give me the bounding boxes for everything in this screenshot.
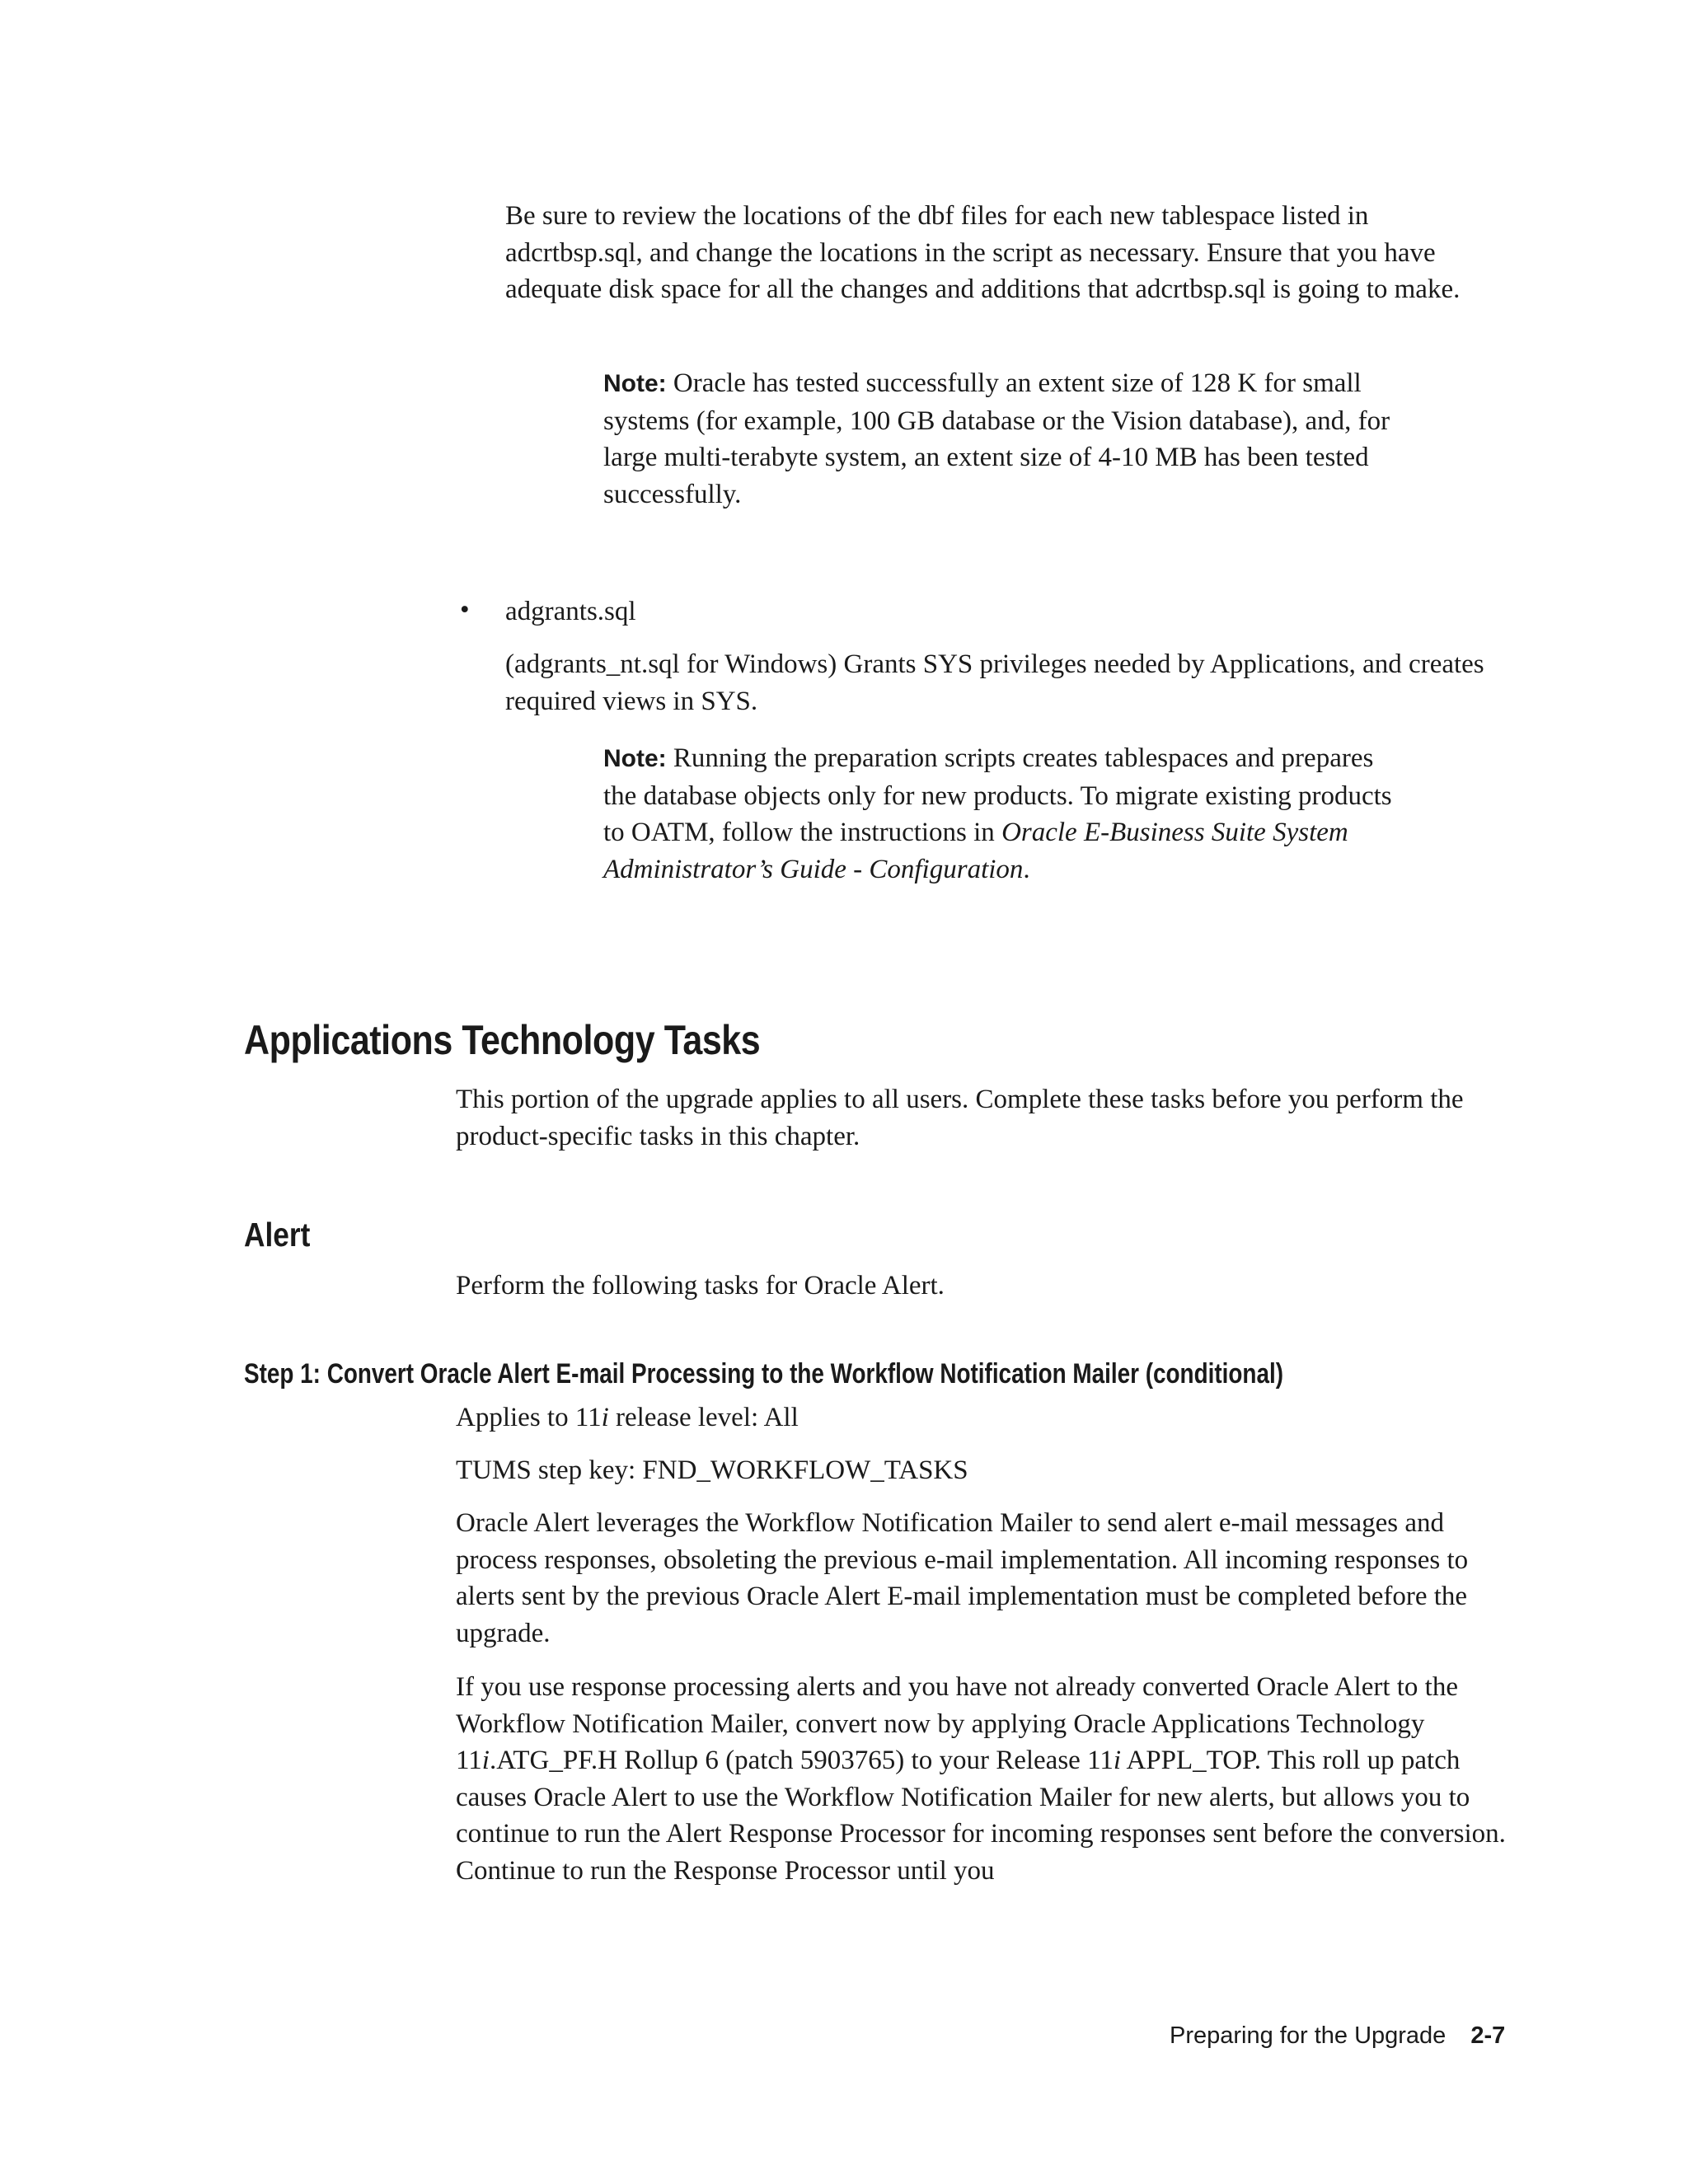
- note-label: Note:: [603, 745, 667, 772]
- bullet-description: (adgrants_nt.sql for Windows) Grants SYS privileges needed by Applications, and creates required views in SYS.: [505, 649, 1484, 716]
- section-heading: Applications Technology Tasks: [244, 1017, 761, 1063]
- section-paragraph: This portion of the upgrade applies to all users. Complete these tasks before you perform the product-specific tasks in this chapter.: [456, 1085, 1464, 1151]
- alert-paragraph: Perform the following tasks for Oracle Alert.: [456, 1271, 945, 1301]
- step1-paragraph-2: If you use response processing alerts and you have not already converted Oracle Alert to the Workflow Notification Mailer, convert now by applying Oracle Applications Technology 11i.ATG_PF.H Rollup 6 (patch 5903765) to your Release 11i APPL_TOP. This roll up patch causes Oracle Alert to use the Workflow Notification Mailer for new alerts, but allows you to continue to run the Alert Response Processor for incoming responses sent before the conversion. Continue to run the Response Processor until you: [456, 1672, 1506, 1886]
- page-footer: [1170, 2022, 1505, 2050]
- intro-paragraph: Be sure to review the locations of the dbf files for each new tablespace listed in adcrtbsp.sql, and change the locations in the script as necessary. Ensure that you have adequate disk space for all the changes and additions that adcrtbsp.sql is going to make.: [505, 201, 1461, 304]
- bullet-title: adgrants.sql: [505, 597, 636, 626]
- step1-heading: Step 1: Convert Oracle Alert E-mail Processing to the Workflow Notification Mailer (conditional): [244, 1358, 1283, 1390]
- guide-title: Oracle E-Business Suite System Administrator’s Guide - Configuration: [603, 818, 1348, 884]
- note-text: Oracle has tested successfully an extent size of 128 K for small systems (for example, 100 GB database or the Vision database), and, for large multi-terabyte system, an extent size of 4-10 MB has been tested successfully.: [603, 368, 1390, 509]
- intro-note: [603, 365, 1395, 513]
- tums-key: TUMS step key: FND_WORKFLOW_TASKS: [456, 1455, 968, 1485]
- footer-title: Preparing for the Upgrade: [1170, 2022, 1447, 2049]
- note-label: Note:: [603, 370, 667, 397]
- applies-line: Applies to 11i release level: All: [456, 1403, 799, 1432]
- note-text: Running the preparation scripts creates tablespaces and prepares the database objects only for new products. To migrate existing products to OATM, follow the instructions in: [603, 743, 1392, 847]
- bullet-marker: •: [460, 595, 470, 625]
- bullet-note: Note: Running the preparation scripts creates tablespaces and prepares the database objects only for new products. To migrate existing products to OATM, follow the instructions in Oracle E-Business Suite System Administrator’s Guide - Configuration.: [603, 743, 1392, 884]
- alert-heading: Alert: [244, 1216, 311, 1254]
- page-number: 2-7: [1470, 2022, 1506, 2049]
- step1-paragraph-1: Oracle Alert leverages the Workflow Notification Mailer to send alert e-mail messages and process responses, obsoleting the previous e-mail implementation. All incoming responses to alerts sent by the previous Oracle Alert E-mail implementation must be completed before the upgrade.: [456, 1508, 1469, 1648]
